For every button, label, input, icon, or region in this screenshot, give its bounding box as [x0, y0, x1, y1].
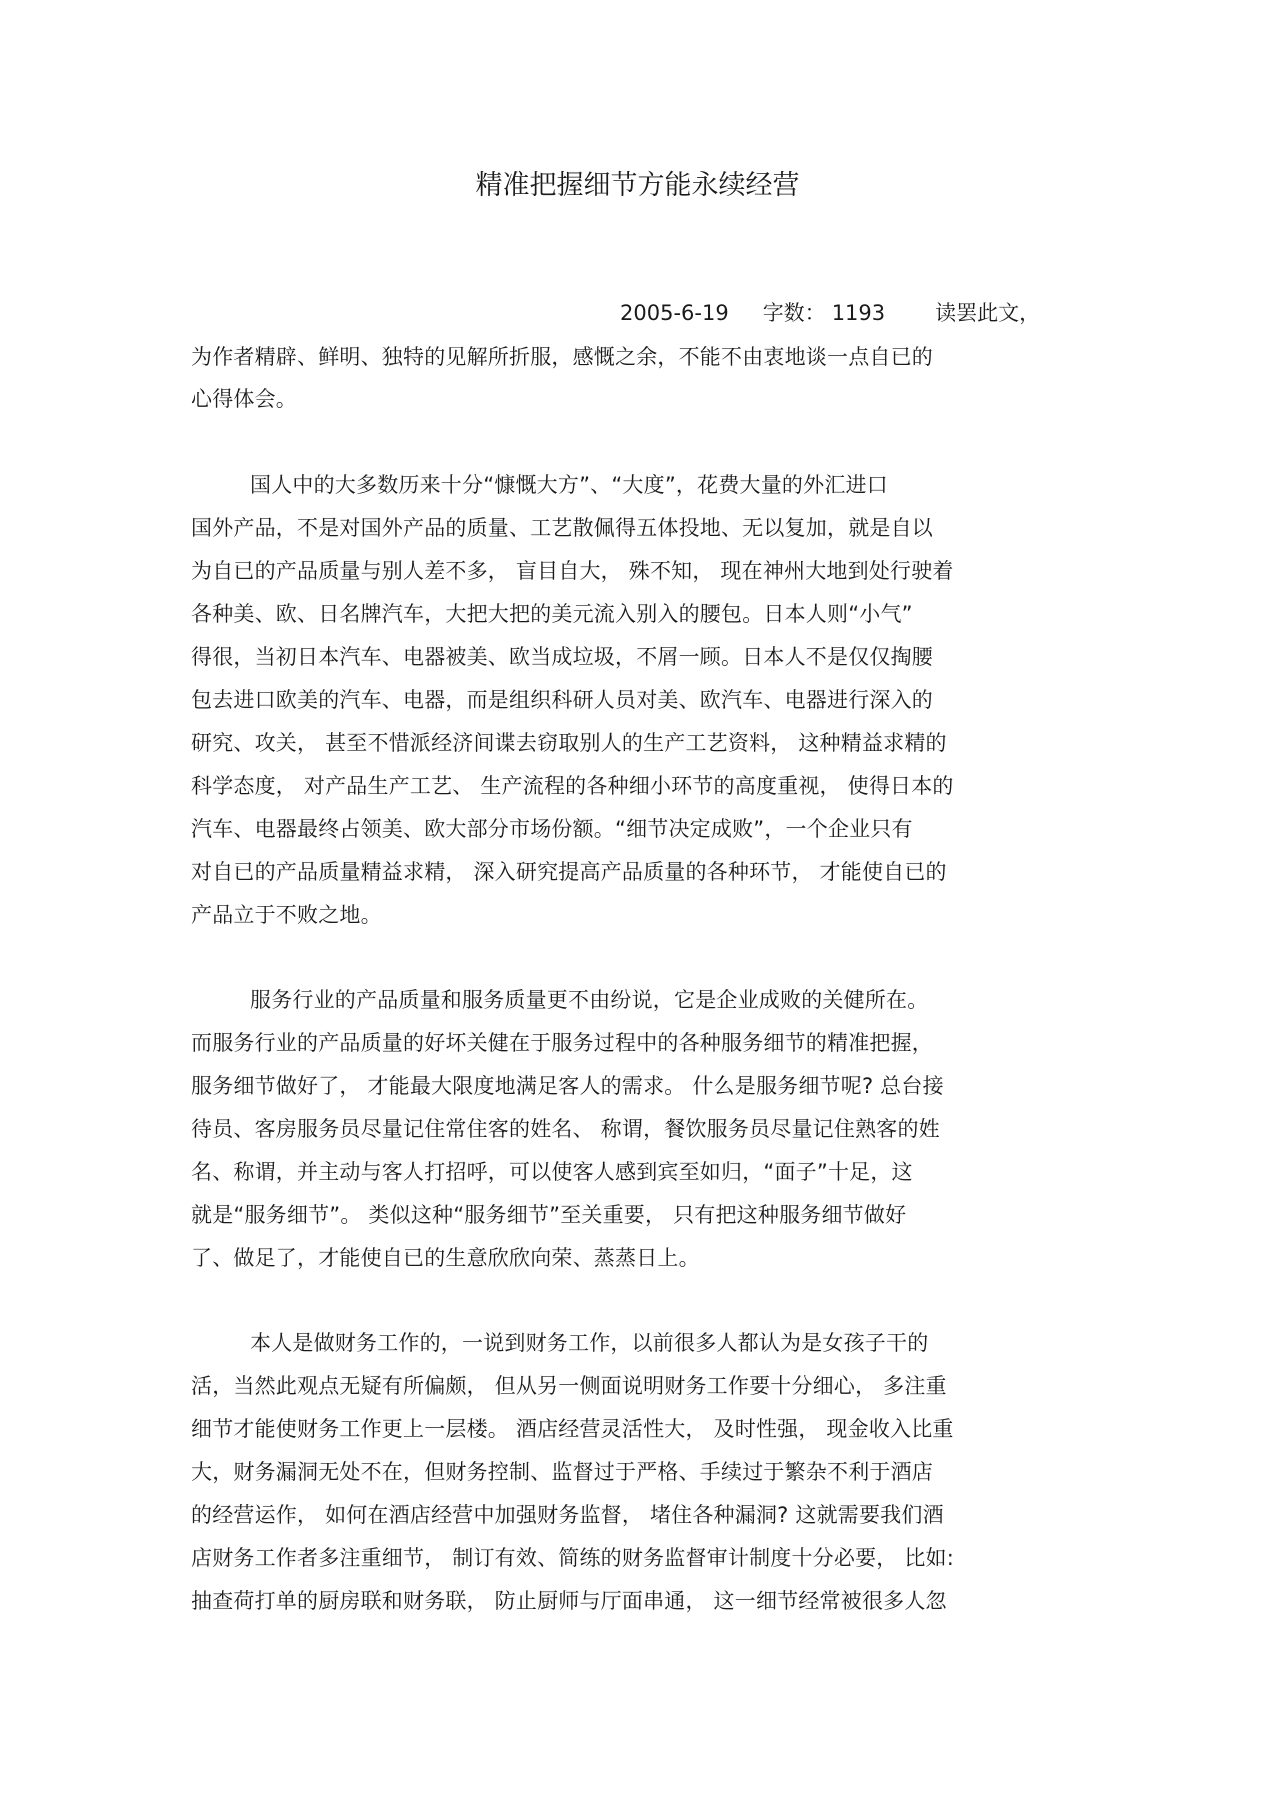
body-line: 对自已的产品质量精益求精， 深入研究提高产品质量的各种环节， 才能使自已的 [191, 860, 947, 884]
body-line: 而服务行业的产品质量的好坏关健在于服务过程中的各种服务细节的精准把握， [191, 1031, 933, 1055]
body-line: 研究、攻关， 甚至不惜派经济间谍去窃取别人的生产工艺资料， 这种精益求精的 [191, 731, 947, 755]
body-line: 本人是做财务工作的，一说到财务工作，以前很多人都认为是女孩子干的 [250, 1331, 929, 1355]
body-line: 细节才能使财务工作更上一层楼。 酒店经营灵活性大， 及时性强， 现金收入比重 [191, 1417, 954, 1441]
body-line: 抽查荷打单的厨房联和财务联， 防止厨师与厅面串通， 这一细节经常被很多人忽 [191, 1589, 947, 1613]
body-line: 为自已的产品质量与别人差不多， 盲目自大， 殊不知， 现在神州大地到处行驶着 [191, 559, 954, 583]
word-count: 1193 [831, 301, 886, 325]
document-title: 精准把握细节方能永续经营 [475, 170, 800, 201]
body-line: 的经营运作， 如何在酒店经营中加强财务监督， 堵住各种漏洞? 这就需要我们酒 [191, 1503, 944, 1527]
body-line: 得很，当初日本汽车、电器被美、欧当成垃圾，不屑一顾。日本人不是仅仅掏腰 [191, 645, 933, 669]
body-line: 服务行业的产品质量和服务质量更不由纷说，它是企业成败的关健所在。 [250, 988, 929, 1012]
publish-date: 2005-6-19 [620, 301, 729, 325]
body-line: 服务细节做好了， 才能最大限度地满足客人的需求。 什么是服务细节呢? 总台接 [191, 1074, 944, 1098]
body-line: 汽车、电器最终占领美、欧大部分市场份额。“细节决定成败”，一个企业只有 [191, 817, 913, 841]
body-line: 科学态度， 对产品生产工艺、 生产流程的各种细小环节的高度重视， 使得日本的 [191, 774, 954, 798]
body-line: 各种美、欧、日名牌汽车，大把大把的美元流入别入的腰包。日本人则“小气” [191, 602, 913, 626]
body-line: 了、做足了，才能使自已的生意欣欣向荣、蒸蒸日上。 [191, 1246, 700, 1270]
body-line: 名、称谓，并主动与客人打招呼，可以使客人感到宾至如归，“面子”十足，这 [191, 1160, 913, 1184]
body-line: 活，当然此观点无疑有所偏颇， 但从另一侧面说明财务工作要十分细心， 多注重 [191, 1374, 947, 1398]
body-line: 大，财务漏洞无处不在，但财务控制、监督过于严格、手续过于繁杂不利于酒店 [191, 1460, 933, 1484]
body-line: 店财务工作者多注重细节， 制订有效、简练的财务监督审计制度十分必要， 比如: [191, 1546, 955, 1570]
lead-in-text: 读罢此文， [935, 301, 1041, 325]
body-line: 待员、客房服务员尽量记住常住客的姓名、 称谓，餐饮服务员尽量记住熟客的姓 [191, 1117, 940, 1141]
body-line: 就是“服务细节”。 类似这种“服务细节”至关重要， 只有把这种服务细节做好 [191, 1203, 907, 1227]
body-line: 产品立于不败之地。 [191, 903, 382, 927]
body-line: 国外产品，不是对国外产品的质量、工艺散佩得五体投地、无以复加，就是自以 [191, 516, 933, 540]
body-line: 为作者精辟、鲜明、独特的见解所折服，感慨之余，不能不由衷地谈一点自已的 [191, 345, 933, 369]
body-line: 包去进口欧美的汽车、电器，而是组织科研人员对美、欧汽车、电器进行深入的 [191, 688, 933, 712]
body-line: 心得体会。 [191, 387, 297, 411]
article-meta [620, 298, 1040, 328]
word-count-label: 字数： [762, 301, 826, 325]
body-line: 国人中的大多数历来十分“慷慨大方”、“大度”，花费大量的外汇进口 [250, 473, 888, 497]
